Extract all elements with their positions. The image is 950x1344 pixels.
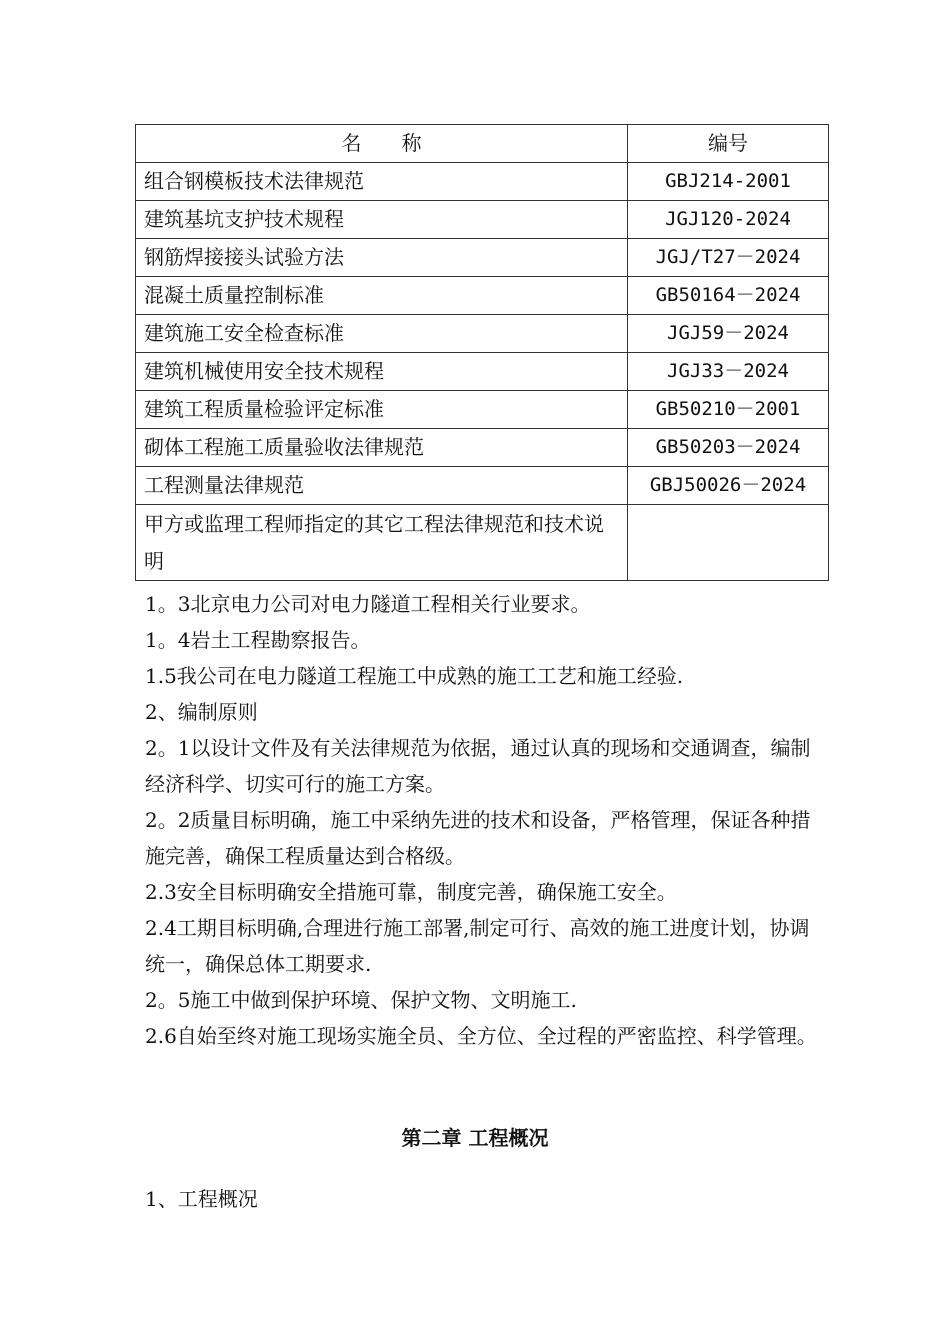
standard-name: 建筑工程质量检验评定标准 [136,391,628,429]
standards-table [135,124,829,581]
table-row [136,391,829,429]
paragraph: 2.3安全目标明确安全措施可靠，制度完善，确保施工安全。 [145,880,677,904]
table-row [136,315,829,353]
paragraph: 1。4岩土工程勘察报告。 [145,628,371,652]
table-row [136,163,829,201]
table-row [136,277,829,315]
standard-code: JGJ59－2024 [628,315,829,353]
standard-name: 砌体工程施工质量验收法律规范 [136,429,628,467]
paragraph: 2、编制原则 [145,700,258,724]
standard-code: GBJ214-2001 [628,163,829,201]
table-row [136,429,829,467]
table-row [136,505,829,581]
standard-name: 混凝土质量控制标准 [136,277,628,315]
chapter-title: 第二章 工程概况 [401,1126,549,1150]
standard-name: 工程测量法律规范 [136,467,628,505]
standard-name: 甲方或监理工程师指定的其它工程法律规范和技术说明 [136,505,628,581]
table-header-row [136,125,829,163]
table-row [136,201,829,239]
paragraph: 2。1以设计文件及有关法律规范为依据，通过认真的现场和交通调查，编制经济科学、切实可行的施工方案。 [145,736,811,796]
standard-code [628,505,829,581]
header-code: 编号 [628,125,829,163]
standard-code: JGJ33－2024 [628,353,829,391]
paragraph: 2。2质量目标明确，施工中采纳先进的技术和设备，严格管理，保证各种措施完善，确保工程质量达到合格级。 [145,808,811,868]
standard-code: JGJ120-2024 [628,201,829,239]
table-row [136,353,829,391]
header-name: 名 称 [136,125,628,163]
standard-name: 建筑基坑支护技术规程 [136,201,628,239]
table-row [136,239,829,277]
standard-code: GB50164－2024 [628,277,829,315]
body-text [145,586,825,1054]
paragraph: 2.6自始至终对施工现场实施全员、全方位、全过程的严密监控、科学管理。 [145,1024,817,1048]
table-row [136,467,829,505]
standard-name: 建筑施工安全检查标准 [136,315,628,353]
paragraph: 2.4工期目标明确,合理进行施工部署,制定可行、高效的施工进度计划，协调统一，确保总体工期要求. [145,916,810,976]
standard-code: GBJ50026－2024 [628,467,829,505]
standard-code: JGJ/T27－2024 [628,239,829,277]
standard-code: GB50203－2024 [628,429,829,467]
paragraph: 2。5施工中做到保护环境、保护文物、文明施工. [145,988,577,1012]
paragraph: 1。3北京电力公司对电力隧道工程相关行业要求。 [145,592,591,616]
standard-name: 建筑机械使用安全技术规程 [136,353,628,391]
standard-code: GB50210－2001 [628,391,829,429]
standard-name: 钢筋焊接接头试验方法 [136,239,628,277]
standard-name: 组合钢模板技术法律规范 [136,163,628,201]
section-title: 1、工程概况 [145,1187,258,1211]
paragraph: 1.5我公司在电力隧道工程施工中成熟的施工工艺和施工经验. [145,664,684,688]
